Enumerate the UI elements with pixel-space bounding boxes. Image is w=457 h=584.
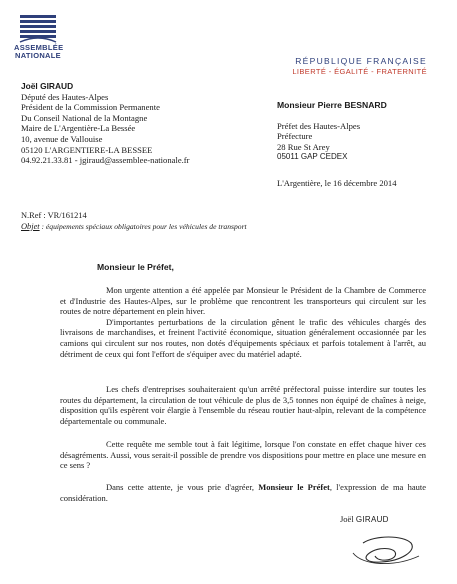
body-paragraph-group-2 [60,384,426,426]
logo-line-2: NATIONALE [15,51,61,60]
sender-contact: 04.92.21.33.81 - jgiraud@assemblee-nationale.fr [21,155,190,166]
sender-line: 10, avenue de Vallouise [21,133,103,144]
closing-before: Dans cette attente, je vous prie d'agréer, [106,482,259,492]
signer-name [340,514,389,524]
recipient-line: 05011 GAP CEDEX [277,152,348,162]
republic-title: RÉPUBLIQUE FRANÇAISE [295,56,427,66]
body-paragraph: Les chefs d'entreprises souhaiteraient qu'un arrêté préfectoral puisse interdire sur toutes les routes du département, la circulation de tout véhicule de plus de 3,5 tonnes non équipé de chaînes à neige, disposition qu'ils espèrent voir élargie à l'ensemble du réseau routier haut-alpin, relevant de la compétence départementale ou communale. [60,384,426,426]
object-line [21,222,247,233]
recipient-block [277,100,387,163]
sender-line: Député des Hautes-Alpes [21,91,109,102]
body-paragraph-group-3 [60,439,426,471]
signer-last: GIRAUD [355,515,389,524]
closing-bold: Monsieur le Préfet [258,482,330,492]
recipient-line: Préfecture [277,131,313,142]
logo-line-1: ASSEMBLÉE [14,43,64,52]
recipient-line: Préfet des Hautes-Alpes [277,120,361,131]
letter-date: L'Argentière, le 16 décembre 2014 [277,178,397,188]
closing-text [60,482,426,503]
object-text: : équipements spéciaux obligatoires pour les véhicules de transport [39,221,247,231]
sender-line: Du Conseil National de la Montagne [21,112,148,123]
sender-line: Maire de L'Argentière-La Bessée [21,123,136,134]
sender-block [21,81,190,166]
closing-paragraph [60,482,426,503]
recipient-line: 28 Rue St Arey [277,141,330,152]
assemblee-nationale-logo [14,14,62,60]
sender-line: 05120 L'ARGENTIERE-LA BESSEE [21,144,153,155]
sender-line: Président de la Commission Permanente [21,102,160,113]
reference-number: N.Ref : VR/161214 [21,211,87,220]
hemicycle-icon [17,14,59,44]
sender-name: Joël GIRAUD [21,81,74,91]
salutation: Monsieur le Préfet, [97,262,174,272]
object-label: Objet [21,221,40,231]
body-paragraph-group-1 [60,285,426,359]
body-paragraph: Cette requête me semble tout à fait légitime, lorsque l'on constate en effet chaque hiver ces désagréments. Aussi, vous serait-il possible de prendre vos dispositions pour mettre en place une mesure en ce sens ? [60,439,426,471]
signer-first: Joël [340,514,354,524]
body-paragraph: D'importantes perturbations de la circulation gênent le trafic des véhicules chargés des livraisons de marchandises, et freinent l'activité économique, situation généralement occasionnée par les camions qui circulent sur nos routes, non dotés d'équipements spéciaux et parfois totalement à l'arrêt, au détriment de ceux qui font l'effort de s'équiper avec du matériel adapté. [60,316,426,359]
republic-block [292,56,427,76]
handwritten-signature [345,525,425,569]
reference-block [21,211,247,232]
recipient-name: Monsieur Pierre BESNARD [277,100,387,110]
closing-after: , l'expression de ma haute considération. [60,482,426,503]
republic-motto: LIBERTÉ - ÉGALITÉ - FRATERNITÉ [292,67,427,76]
body-paragraph: Mon urgente attention a été appelée par Monsieur le Président de la Chambre de Commerce et d'Industrie des Hautes-Alpes, sur le problème que rencontrent les transporteurs qui circulent sur les routes de notre département en plein hiver. [60,285,426,317]
